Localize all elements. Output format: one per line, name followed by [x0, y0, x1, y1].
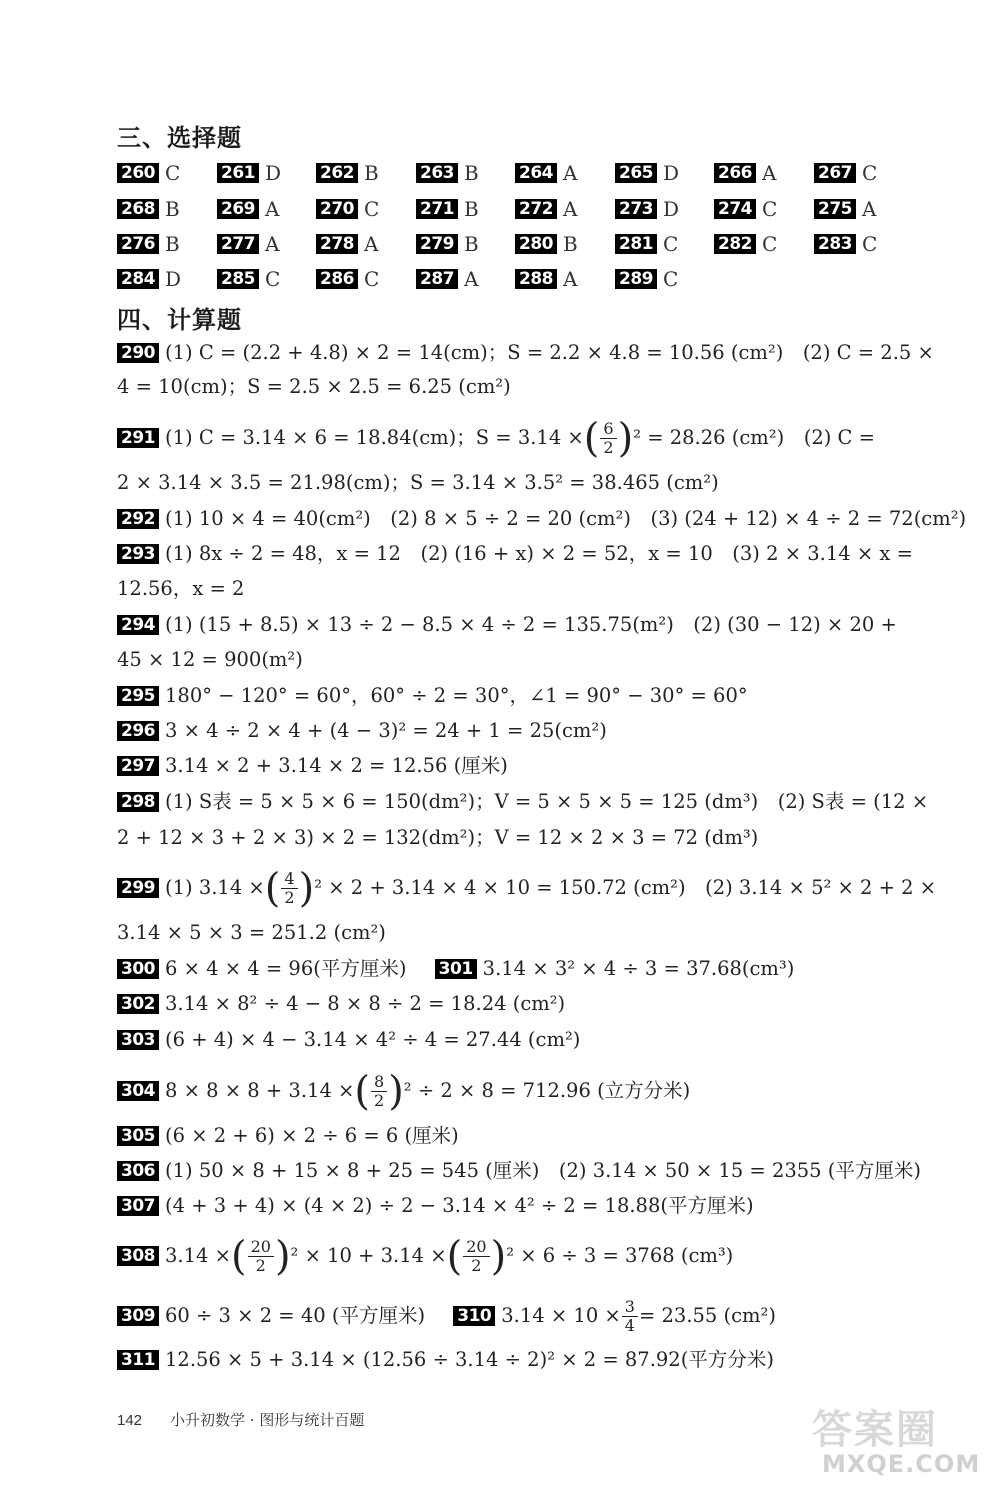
question-number: 280 — [515, 234, 557, 254]
choice-answer-item — [316, 266, 379, 292]
choice-letter: C — [364, 267, 380, 291]
choice-answer-item — [515, 196, 577, 222]
choice-letter: B — [464, 232, 479, 256]
choice-answer-item — [515, 231, 578, 257]
choice-letter: A — [563, 161, 578, 185]
question-number: 261 — [217, 163, 259, 183]
answer-290-cont: 4 = 10(cm)；S = 2.5 × 2.5 = 6.25 (cm²) — [117, 375, 511, 398]
answer-293: 293 (1) 8x ÷ 2 = 48，x = 12 (2) (16 + x) × 2 = 52，x = 10 (3) 2 × 3.14 × x = — [117, 541, 952, 567]
choice-answer-item — [316, 196, 379, 222]
choice-letter: D — [165, 267, 182, 291]
choice-letter: B — [165, 232, 180, 256]
answer-298-cont: 2 + 12 × 3 + 2 × 3) × 2 = 132(dm²)；V = 12 × 2 × 3 = 72 (dm³) — [117, 826, 759, 849]
question-number: 267 — [814, 163, 856, 183]
answer-297: 297 3.14 × 2 + 3.14 × 2 = 12.56 (厘米) — [117, 753, 952, 779]
answer-295: 295 180° − 120° = 60°，60° ÷ 2 = 30°，∠1 = 90° − 30° = 60° — [117, 683, 952, 709]
question-number: 263 — [416, 163, 458, 183]
question-number: 296 — [117, 721, 159, 741]
choice-answer-item — [615, 196, 679, 222]
choice-letter: A — [364, 232, 379, 256]
choice-answer-item — [714, 231, 777, 257]
question-number: 271 — [416, 199, 458, 219]
answer-294: 294 (1) (15 + 8.5) × 13 ÷ 2 − 8.5 × 4 ÷ 2 = 135.75(m²) (2) (30 − 12) × 20 + — [117, 612, 952, 638]
fraction: $\frac{6}{2}$ — [600, 420, 616, 457]
question-number: 301 — [435, 959, 477, 979]
question-number: 286 — [316, 269, 358, 289]
question-number: 284 — [117, 269, 159, 289]
choice-answer-item — [515, 160, 577, 186]
question-number: 306 — [117, 1161, 159, 1181]
choice-answer-item — [416, 196, 479, 222]
question-number: 299 — [117, 878, 159, 898]
answer-305: 305 (6 × 2 + 6) × 2 ÷ 6 = 6 (厘米) — [117, 1123, 952, 1149]
choice-letter: C — [762, 197, 778, 221]
choice-answer-item — [416, 266, 478, 292]
answer-293-cont: 12.56，x = 2 — [117, 577, 245, 600]
question-number: 291 — [117, 428, 159, 448]
question-number: 279 — [416, 234, 458, 254]
question-number: 292 — [117, 509, 159, 529]
book-title: 小升初数学 · 图形与统计百题 — [170, 1411, 365, 1429]
answer-299-cont: 3.14 × 5 × 3 = 251.2 (cm²) — [117, 921, 386, 944]
question-number: 303 — [117, 1030, 159, 1050]
answer-303: 303 (6 + 4) × 4 − 3.14 × 4² ÷ 4 = 27.44 (cm²) — [117, 1027, 952, 1053]
choice-answer-item — [814, 231, 877, 257]
question-number: 310 — [453, 1306, 495, 1326]
question-number: 309 — [117, 1306, 159, 1326]
choice-letter: A — [563, 197, 578, 221]
choice-answer-item — [316, 160, 379, 186]
question-number: 264 — [515, 163, 557, 183]
choice-letter: C — [663, 267, 679, 291]
choice-letter: A — [265, 197, 280, 221]
question-number: 298 — [117, 792, 159, 812]
choice-letter: B — [464, 197, 479, 221]
answer-304: 304 8 × 8 × 8 + 3.14 ×( $\frac{8}{2}$ )² ÷ 2 × 8 = 712.96 (立方分米) — [117, 1073, 952, 1110]
question-number: 276 — [117, 234, 159, 254]
question-number: 270 — [316, 199, 358, 219]
choice-letter: A — [762, 161, 777, 185]
choice-answer-item — [217, 266, 280, 292]
choice-letter: B — [364, 161, 379, 185]
answer-294-cont: 45 × 12 = 900(m²) — [117, 648, 303, 671]
choice-letter: D — [663, 197, 680, 221]
question-number: 297 — [117, 756, 159, 776]
question-number: 274 — [714, 199, 756, 219]
answer-296: 296 3 × 4 ÷ 2 × 4 + (4 − 3)² = 24 + 1 = 25(cm²) — [117, 718, 952, 744]
question-number: 304 — [117, 1081, 159, 1101]
choice-letter: D — [663, 161, 680, 185]
watermark-logo — [812, 1398, 992, 1484]
answer-300-301: 300 6 × 4 × 4 = 96(平方厘米) 301 3.14 × 3² × 4 ÷ 3 = 37.68(cm³) — [117, 956, 952, 982]
choice-letter: A — [265, 232, 280, 256]
choice-answer-item — [117, 231, 180, 257]
section-title-choice: 三、选择题 — [117, 123, 242, 152]
question-number: 293 — [117, 544, 159, 564]
fraction: $\frac{20}{2}$ — [463, 1238, 489, 1275]
question-number: 277 — [217, 234, 259, 254]
choice-answer-item — [714, 160, 776, 186]
fraction: $\frac{3}{4}$ — [622, 1298, 638, 1335]
question-number: 290 — [117, 343, 159, 363]
question-number: 305 — [117, 1126, 159, 1146]
question-number: 288 — [515, 269, 557, 289]
question-number: 269 — [217, 199, 259, 219]
question-number: 283 — [814, 234, 856, 254]
question-number: 307 — [117, 1196, 159, 1216]
section-title-calc: 四、计算题 — [117, 305, 242, 334]
choice-answer-item — [316, 231, 378, 257]
choice-answer-item — [615, 266, 678, 292]
choice-letter: B — [464, 161, 479, 185]
choice-answer-item — [814, 160, 877, 186]
choice-answer-item — [217, 196, 279, 222]
question-number: 294 — [117, 615, 159, 635]
answer-308: 308 3.14 ×( $\frac{20}{2}$ )² × 10 + 3.14 ×( $\frac{20}{2}$ )² × 6 ÷ 3 = 3768 (cm³) — [117, 1238, 952, 1275]
choice-answer-item — [416, 160, 479, 186]
choice-letter: B — [563, 232, 578, 256]
question-number: 295 — [117, 686, 159, 706]
fraction: $\frac{20}{2}$ — [248, 1238, 274, 1275]
question-number: 302 — [117, 994, 159, 1014]
choice-letter: C — [364, 197, 380, 221]
choice-letter: C — [663, 232, 679, 256]
choice-letter: A — [862, 197, 877, 221]
choice-answer-item — [615, 160, 679, 186]
page-number: 142 — [117, 1412, 143, 1429]
choice-letter: B — [165, 197, 180, 221]
answer-291-cont: 2 × 3.14 × 3.5 = 21.98(cm)；S = 3.14 × 3.5² = 38.465 (cm²) — [117, 471, 719, 494]
answer-307: 307 (4 + 3 + 4) × (4 × 2) ÷ 2 − 3.14 × 4² ÷ 2 = 18.88(平方厘米) — [117, 1193, 952, 1219]
choice-letter: C — [862, 232, 878, 256]
choice-letter: C — [862, 161, 878, 185]
choice-answer-item — [714, 196, 777, 222]
answer-292: 292 (1) 10 × 4 = 40(cm²) (2) 8 × 5 ÷ 2 = 20 (cm²) (3) (24 + 12) × 4 ÷ 2 = 72(cm²) — [117, 506, 952, 532]
choice-letter: D — [265, 161, 282, 185]
choice-answer-item — [117, 160, 180, 186]
choice-letter: A — [563, 267, 578, 291]
choice-answer-item — [117, 196, 180, 222]
question-number: 282 — [714, 234, 756, 254]
page-footer — [117, 1409, 364, 1430]
choice-answer-item — [515, 266, 577, 292]
choice-answer-item — [416, 231, 479, 257]
question-number: 278 — [316, 234, 358, 254]
question-number: 289 — [615, 269, 657, 289]
choice-answer-item — [615, 231, 678, 257]
answer-291: 291 (1) C = 3.14 × 6 = 18.84(cm)；S = 3.14 ×( $\frac{6}{2}$ )² = 28.26 (cm²) (2) C = — [117, 420, 952, 457]
question-number: 311 — [117, 1350, 159, 1370]
question-number: 260 — [117, 163, 159, 183]
question-number: 262 — [316, 163, 358, 183]
answer-302: 302 3.14 × 8² ÷ 4 − 8 × 8 ÷ 2 = 18.24 (cm²) — [117, 991, 952, 1017]
choice-answer-item — [117, 266, 181, 292]
choice-answer-item — [217, 231, 279, 257]
choice-answer-item — [217, 160, 281, 186]
question-number: 265 — [615, 163, 657, 183]
question-number: 300 — [117, 959, 159, 979]
answer-309-310: 309 60 ÷ 3 × 2 = 40 (平方厘米) 310 3.14 × 10 × $\frac{3}{4}$ = 23.55 (cm²) — [117, 1298, 952, 1335]
choice-letter: C — [165, 161, 181, 185]
choice-letter: C — [762, 232, 778, 256]
question-number: 281 — [615, 234, 657, 254]
question-number: 272 — [515, 199, 557, 219]
watermark-url: MXQE.COM — [822, 1450, 981, 1478]
answer-311: 311 12.56 × 5 + 3.14 × (12.56 ÷ 3.14 ÷ 2)² × 2 = 87.92(平方分米) — [117, 1347, 952, 1373]
choice-letter: A — [464, 267, 479, 291]
question-number: 273 — [615, 199, 657, 219]
question-number: 285 — [217, 269, 259, 289]
question-number: 266 — [714, 163, 756, 183]
watermark-text: 答案圈 — [812, 1407, 938, 1453]
fraction: $\frac{8}{2}$ — [371, 1073, 387, 1110]
question-number: 268 — [117, 199, 159, 219]
answer-290: 290 (1) C = (2.2 + 4.8) × 2 = 14(cm)；S = 2.2 × 4.8 = 10.56 (cm²) (2) C = 2.5 × — [117, 340, 952, 366]
fraction: $\frac{4}{2}$ — [281, 870, 297, 907]
choice-letter: C — [265, 267, 281, 291]
answer-298: 298 (1) S表 = 5 × 5 × 6 = 150(dm²)；V = 5 × 5 × 5 = 125 (dm³) (2) S表 = (12 × — [117, 789, 952, 815]
choice-answer-item — [814, 196, 876, 222]
answer-306: 306 (1) 50 × 8 + 15 × 8 + 25 = 545 (厘米) (2) 3.14 × 50 × 15 = 2355 (平方厘米) — [117, 1158, 952, 1184]
answer-299: 299 (1) 3.14 ×( $\frac{4}{2}$ )² × 2 + 3.14 × 4 × 10 = 150.72 (cm²) (2) 3.14 × 5² × 2 + 2 × — [117, 870, 952, 907]
question-number: 275 — [814, 199, 856, 219]
question-number: 308 — [117, 1246, 159, 1266]
question-number: 287 — [416, 269, 458, 289]
